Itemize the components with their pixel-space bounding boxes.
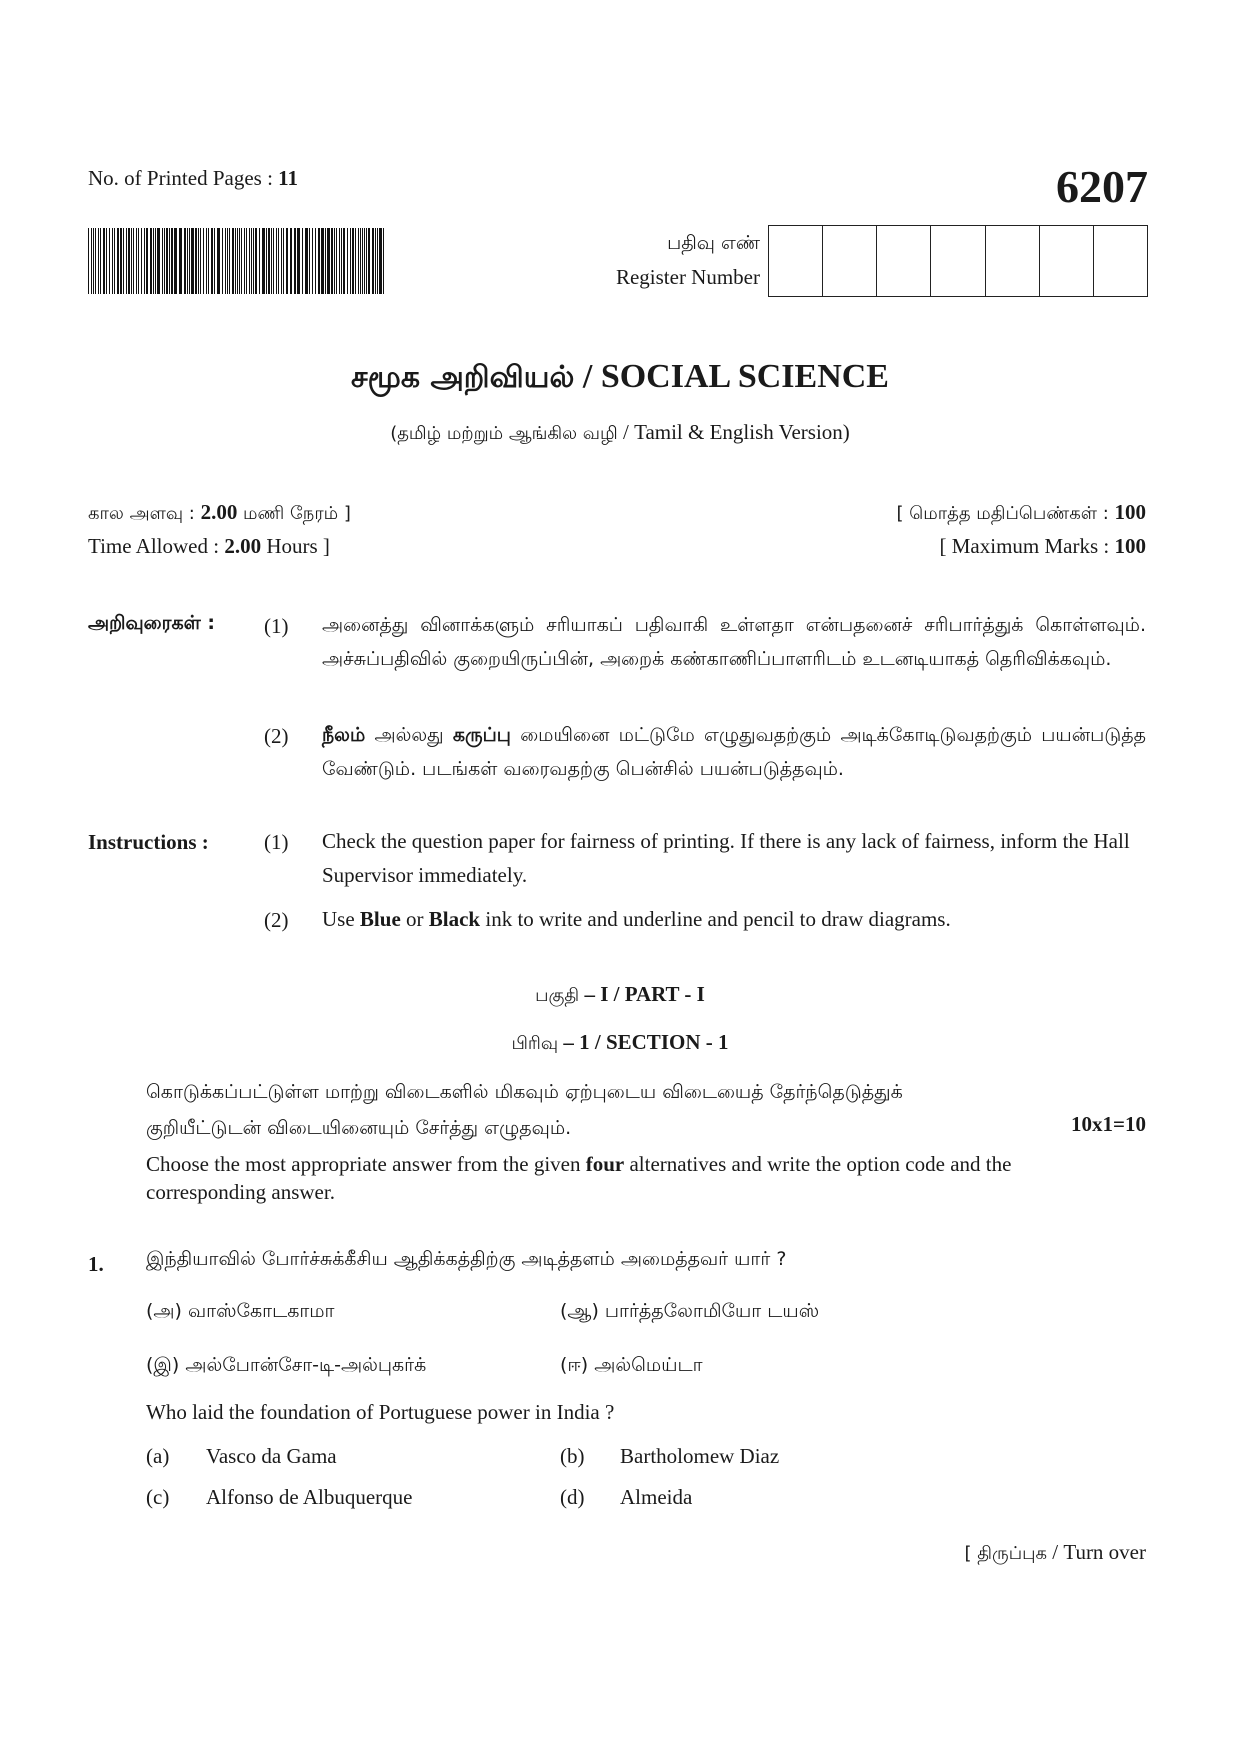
- part-heading: பகுதி – I / PART - I: [535, 982, 705, 1006]
- register-digit-box[interactable]: [985, 226, 1039, 296]
- register-digit-box[interactable]: [769, 226, 822, 296]
- register-number-label: [560, 226, 760, 294]
- option-label: (a): [146, 1444, 170, 1468]
- section-direction-english: Choose the most appropriate answer from the given four alternatives and write the option code and the corresponding answer.: [146, 1152, 1012, 1204]
- instruction-number: (2): [264, 908, 289, 932]
- paper-code: 6207: [1056, 161, 1148, 212]
- direction-tamil-line: குறியீட்டுடன் விடையினையும் சேர்த்து எழுதவும்.: [146, 1117, 572, 1139]
- time-marks-english: [88, 534, 1146, 559]
- option-tamil-a: (அ) வாஸ்கோடகாமா: [146, 1300, 335, 1322]
- section-direction-tamil: [146, 1074, 1146, 1146]
- paper-subtitle: (தமிழ் மற்றும் ஆங்கில வழி / Tamil & English Version): [390, 420, 850, 444]
- max-marks-tamil: [ மொத்த மதிப்பெண்கள் : 100: [896, 500, 1146, 524]
- question-text-english: Who laid the foundation of Portuguese power in India ?: [146, 1400, 615, 1424]
- printed-pages-count: No. of Printed Pages : 11: [88, 166, 298, 190]
- paper-title: சமூக அறிவியல் / SOCIAL SCIENCE: [351, 358, 889, 395]
- instruction-tamil-1: அனைத்து வினாக்களும் சரியாகப் பதிவாகி உள்ளதா என்பதனைச் சரிபார்த்துக் கொள்ளவும். அச்சுப்பதிவில் குறையிருப்பின், அறைக் கண்காணிப்பாளரிடம் உடனடியாகத் தெரிவிக்கவும்.: [322, 614, 1146, 670]
- option-english-c: Alfonso de Albuquerque: [206, 1485, 413, 1509]
- turn-over-note: [ திருப்புக / Turn over: [964, 1540, 1146, 1564]
- register-digit-box[interactable]: [1093, 226, 1147, 296]
- register-label-tamil: பதிவு எண்: [667, 232, 760, 254]
- instructions-label-tamil: அறிவுரைகள் :: [88, 612, 215, 634]
- option-label: (d): [560, 1485, 585, 1509]
- question-number: 1.: [88, 1252, 104, 1276]
- instruction-number: (1): [264, 614, 289, 638]
- instructions-label-english: Instructions :: [88, 830, 209, 854]
- register-digit-box[interactable]: [822, 226, 876, 296]
- barcode-image: [88, 228, 384, 294]
- direction-tamil-line: கொடுக்கப்பட்டுள்ள மாற்று விடைகளில் மிகவும் ஏற்புடைய விடையைத் தேர்ந்தெடுத்துக்: [146, 1081, 903, 1103]
- instruction-number: (2): [264, 724, 289, 748]
- instruction-english-2: Use Blue or Black ink to write and underline and pencil to draw diagrams.: [322, 907, 951, 931]
- register-label-english: Register Number: [615, 265, 760, 289]
- register-number-boxes[interactable]: [768, 225, 1148, 297]
- option-label: (c): [146, 1485, 170, 1509]
- section-heading: பிரிவு – 1 / SECTION - 1: [511, 1030, 729, 1054]
- option-english-d: Almeida: [620, 1485, 693, 1509]
- register-digit-box[interactable]: [876, 226, 930, 296]
- max-marks-english: [ Maximum Marks : 100: [939, 534, 1146, 558]
- option-english-a: Vasco da Gama: [206, 1444, 337, 1468]
- time-allowed-tamil: கால அளவு : 2.00 மணி நேரம் ]: [88, 500, 351, 524]
- instruction-number: (1): [264, 830, 289, 854]
- option-tamil-d: (ஈ) அல்மெய்டா: [560, 1354, 703, 1376]
- instruction-tamil-2: நீலம் அல்லது கருப்பு மையினை மட்டுமே எழுதுவதற்கும் அடிக்கோடிடுவதற்கும் பயன்படுத்த வேண்டும். படங்கள் வரைவதற்கு பென்சில் பயன்படுத்தவும்.: [322, 724, 1146, 780]
- register-digit-box[interactable]: [930, 226, 984, 296]
- register-digit-box[interactable]: [1039, 226, 1093, 296]
- question-text-tamil: இந்தியாவில் போர்ச்சுக்கீசிய ஆதிக்கத்திற்கு அடித்தளம் அமைத்தவர் யார் ?: [146, 1248, 787, 1270]
- instruction-english-1: Check the question paper for fairness of printing. If there is any lack of fairness, inform the Hall Supervisor immediately.: [322, 829, 1130, 887]
- time-allowed-english: Time Allowed : 2.00 Hours ]: [88, 534, 330, 558]
- time-marks-tamil: [88, 500, 1146, 526]
- option-tamil-b: (ஆ) பார்த்தலோமியோ டயஸ்: [560, 1300, 820, 1322]
- section-marks: 10x1=10: [1071, 1112, 1146, 1136]
- option-english-b: Bartholomew Diaz: [620, 1444, 780, 1468]
- option-label: (b): [560, 1444, 585, 1468]
- option-tamil-c: (இ) அல்போன்சோ-டி-அல்புகர்க்: [146, 1354, 427, 1376]
